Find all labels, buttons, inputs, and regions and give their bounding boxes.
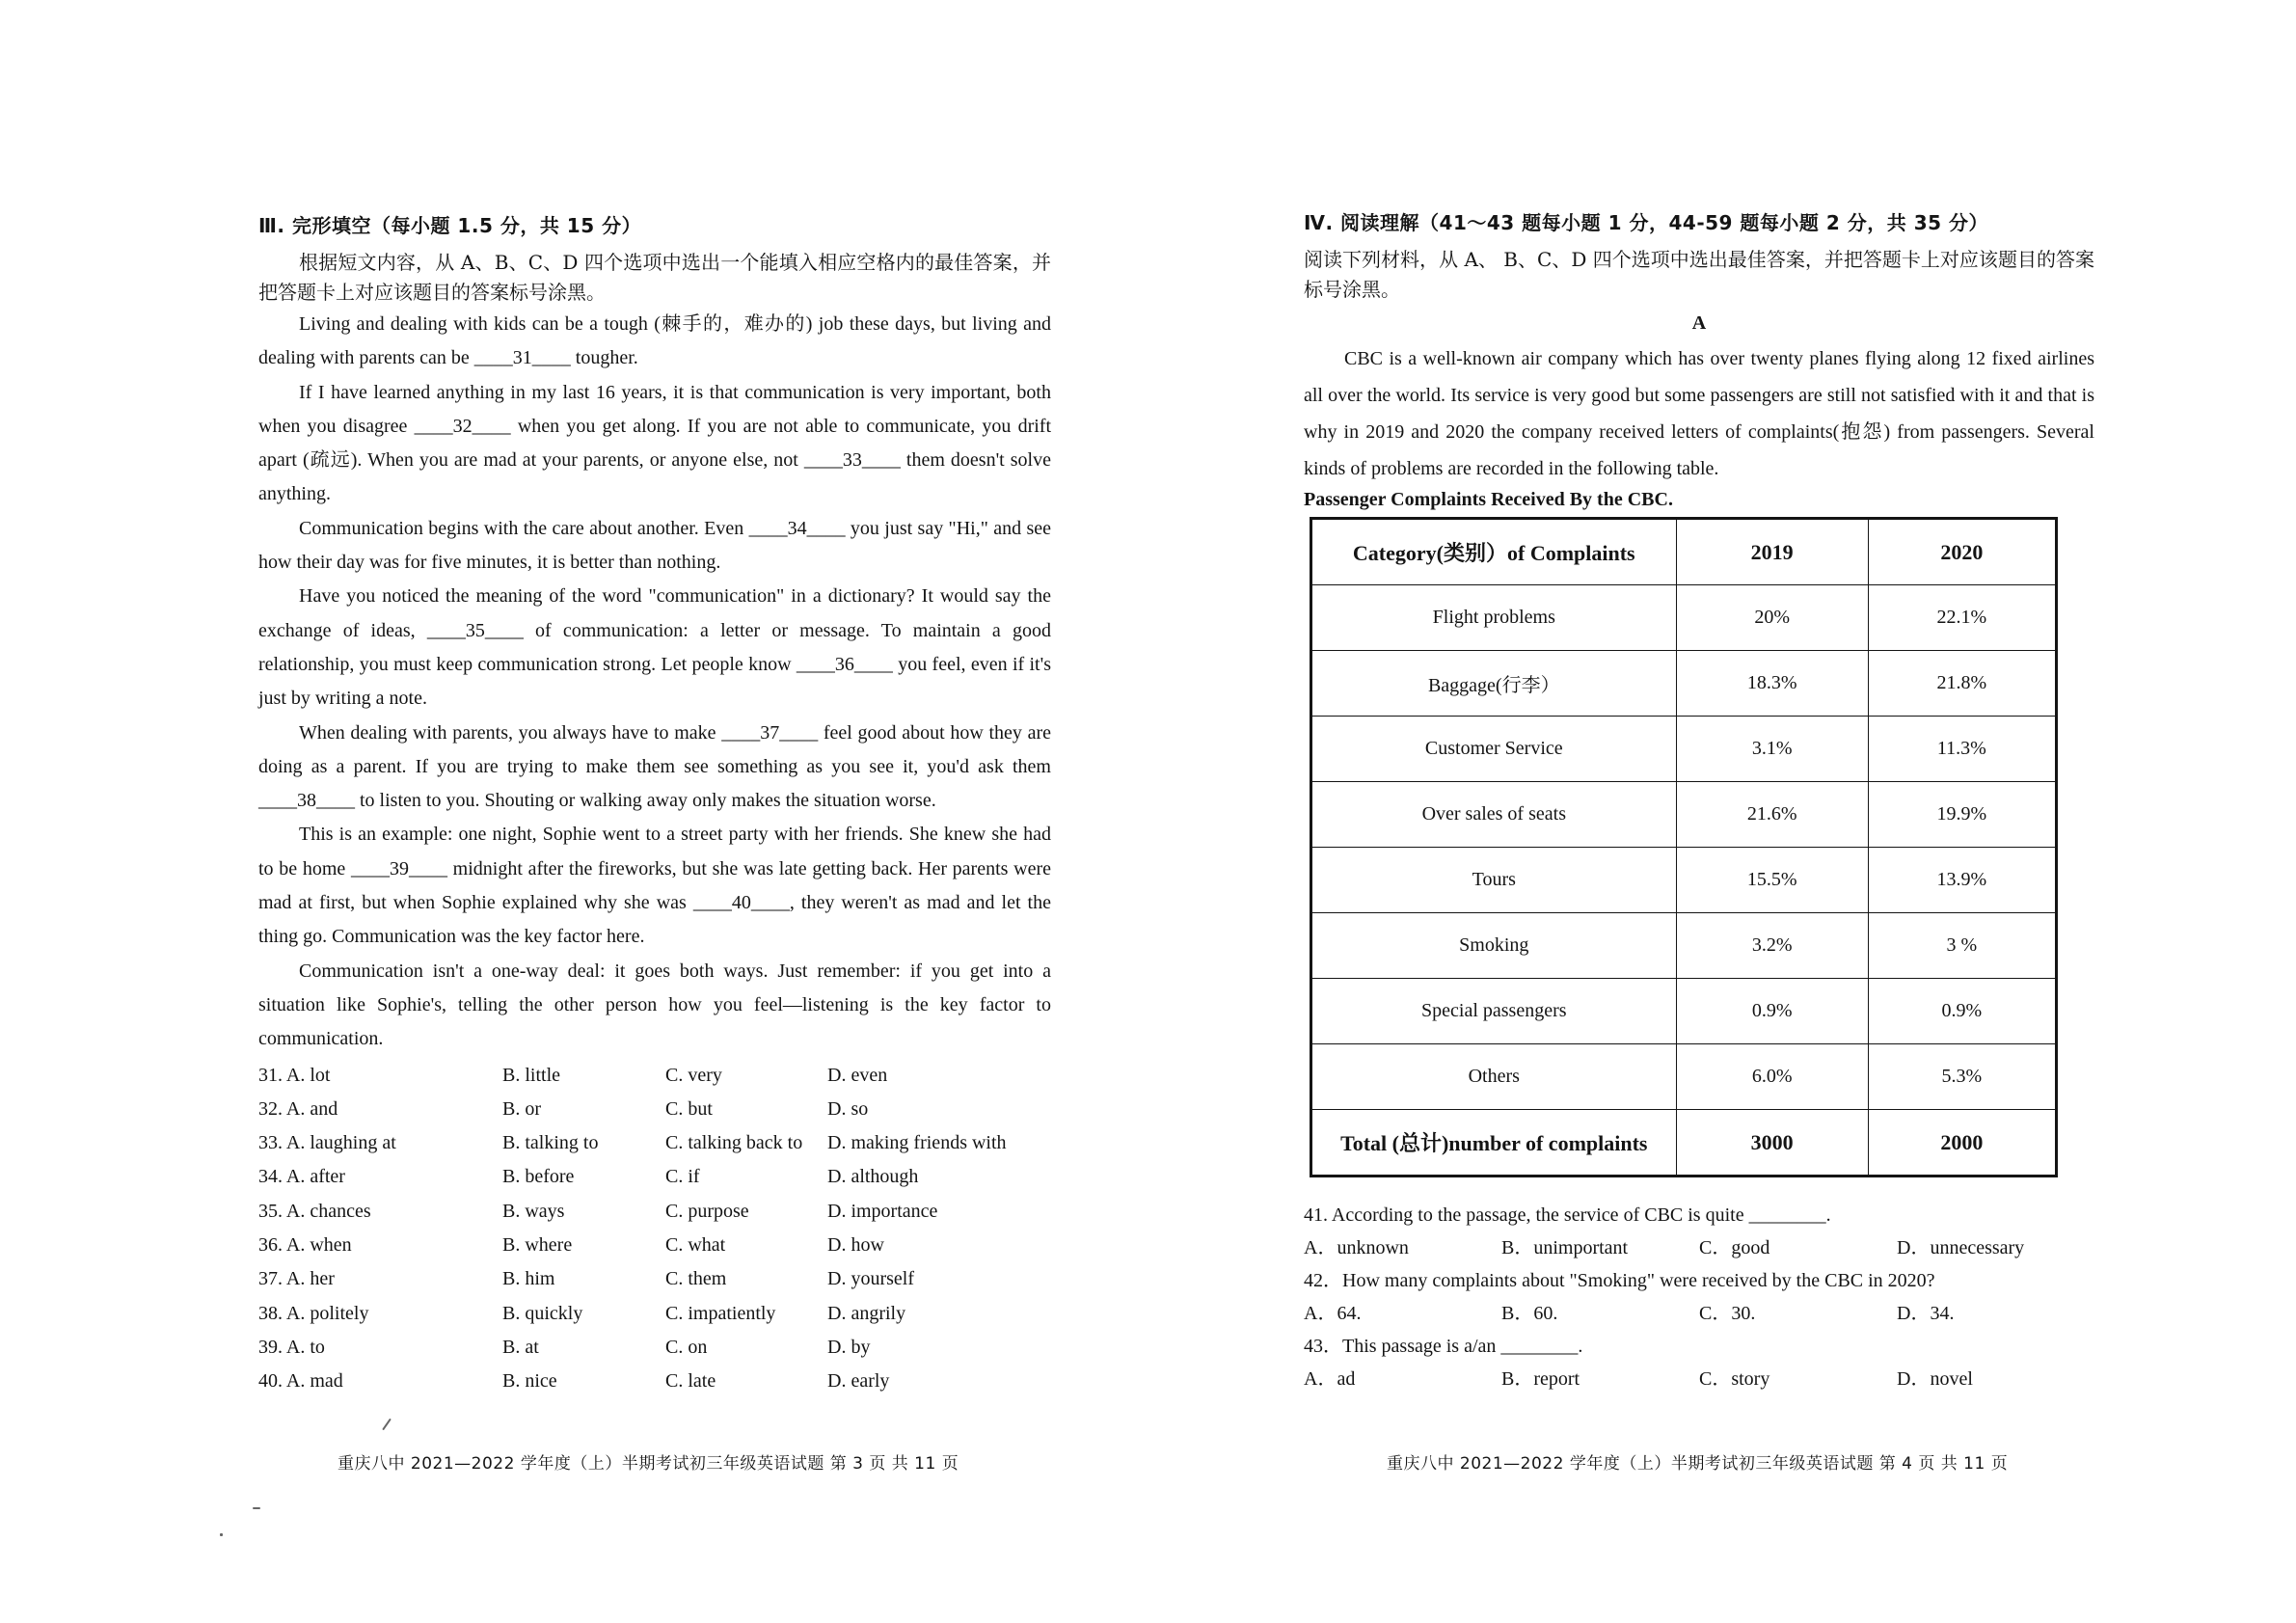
question-options (1304, 1231, 2094, 1264)
option-c: C．30. (1699, 1303, 1756, 1324)
page-footer: 重庆八中 2021—2022 学年度（上）半期考试初三年级英语试题 第 3 页 共 11 页 (338, 1454, 959, 1474)
option-row (258, 1126, 1051, 1160)
option-a: A．unknown (1304, 1237, 1409, 1258)
option-b: B. or (502, 1097, 541, 1120)
option-c: C．story (1699, 1368, 1770, 1390)
value-2019-cell: 15.5% (1676, 848, 1868, 913)
option-d: D. yourself (827, 1268, 914, 1290)
cloze-paragraph: This is an example: one night, Sophie went to a street party with her friends. She knew she had to be home ____39____ midnight after the fireworks, but she was late getting back. Her parents were mad at first, but when Sophie explained why she was ____40____, they weren't as mad and let the thing go. Communication was the key factor here. (258, 824, 1051, 948)
value-2019-cell: 3.1% (1676, 717, 1868, 782)
page-footer: 重庆八中 2021—2022 学年度（上）半期考试初三年级英语试题 第 4 页 共 11 页 (1387, 1454, 2009, 1474)
value-2020-cell: 0.9% (1868, 979, 2056, 1044)
header-2020: 2020 (1868, 519, 2056, 585)
category-cell: Over sales of seats (1311, 782, 1677, 848)
total-2020: 2000 (1868, 1110, 2056, 1177)
question-text: 42．How many complaints about "Smoking" were received by the CBC in 2020? (1304, 1270, 1935, 1291)
cloze-paragraph: If I have learned anything in my last 16 years, it is that communication is very important, both when you disagree ____32____ when you get along. If you are not able to communicate, you drift apart (疏远). When you are mad at your parents, or anyone else, not ____33____ them doesn't solve anything. (258, 381, 1051, 505)
scan-speck (253, 1507, 260, 1509)
table-row (1311, 979, 2057, 1044)
question-text: 41. According to the passage, the service of CBC is quite ________. (1304, 1204, 1831, 1226)
option-d: D. angrily (827, 1302, 906, 1324)
reading-section-title: Ⅳ. 阅读理解（41～43 题每小题 1 分，44-59 题每小题 2 分，共 35 分） (1304, 211, 1989, 234)
category-cell: Others (1311, 1044, 1677, 1110)
value-2020-cell: 21.8% (1868, 651, 2056, 717)
option-row (258, 1059, 1051, 1093)
option-row (258, 1229, 1051, 1262)
option-row (258, 1365, 1051, 1398)
category-cell: Baggage(行李） (1311, 651, 1677, 717)
cloze-section-title: Ⅲ. 完形填空（每小题 1.5 分，共 15 分） (258, 214, 642, 237)
reading-section (1304, 207, 2094, 1395)
option-b: B. little (502, 1064, 560, 1086)
option-a: 38. A. politely (258, 1302, 369, 1324)
cloze-section (258, 210, 1051, 1399)
option-d: D．34. (1897, 1303, 1955, 1324)
option-c: C. on (665, 1336, 708, 1358)
cloze-paragraph: Communication begins with the care about another. Even ____34____ you just say "Hi," and see how their day was for five minutes, it is better than nothing. (258, 517, 1051, 574)
option-d: D. by (827, 1336, 871, 1358)
option-c: C. talking back to (665, 1132, 803, 1154)
passage-paragraph: CBC is a well-known air company which has over twenty planes flying along 12 fixed airlines all over the world. Its service is very good but some passengers are still not satisfied with it and that is why in 2019 and 2020 the company received letters of complaints(抱怨) from passengers. Several kinds of problems are recorded in the following table. (1304, 348, 2094, 479)
option-d: D. although (827, 1166, 919, 1188)
table-row (1311, 782, 2057, 848)
table-header-row (1311, 519, 2057, 585)
option-b: B. at (502, 1336, 539, 1358)
total-2019: 3000 (1676, 1110, 1868, 1177)
option-row (258, 1331, 1051, 1365)
table-row (1311, 585, 2057, 651)
table-total-row (1311, 1110, 2057, 1177)
header-category: Category(类别）of Complaints (1311, 519, 1677, 585)
complaints-table (1310, 517, 2058, 1177)
option-b: B. talking to (502, 1132, 599, 1154)
option-a: 37. A. her (258, 1268, 335, 1290)
option-a: 34. A. after (258, 1166, 345, 1188)
option-a: 32. A. and (258, 1097, 338, 1120)
passage-label: A (1691, 312, 1707, 334)
value-2019-cell: 18.3% (1676, 651, 1868, 717)
option-d: D. how (827, 1234, 884, 1257)
option-d: D. even (827, 1064, 888, 1086)
option-row (258, 1195, 1051, 1229)
value-2019-cell: 21.6% (1676, 782, 1868, 848)
question-text: 43．This passage is a/an ________. (1304, 1336, 1583, 1357)
option-d: D. early (827, 1370, 890, 1393)
table-row (1311, 913, 2057, 979)
option-b: B. before (502, 1166, 575, 1188)
value-2020-cell: 13.9% (1868, 848, 2056, 913)
option-a: A．ad (1304, 1368, 1356, 1390)
option-c: C. but (665, 1097, 713, 1120)
category-cell: Tours (1311, 848, 1677, 913)
cloze-options (258, 1059, 1051, 1399)
option-c: C. impatiently (665, 1302, 776, 1324)
option-b: B. where (502, 1234, 573, 1257)
option-b: B. him (502, 1268, 555, 1290)
value-2019-cell: 3.2% (1676, 913, 1868, 979)
option-a: 31. A. lot (258, 1064, 331, 1086)
table-row (1311, 1044, 2057, 1110)
option-a: 36. A. when (258, 1234, 352, 1257)
scan-speck (220, 1533, 223, 1536)
reading-instructions: 阅读下列材料，从 A、 B、C、D 四个选项中选出最佳答案，并把答题卡上对应该题目的答案标号涂黑。 (1304, 248, 2094, 301)
option-c: C. purpose (665, 1200, 749, 1222)
table-caption: Passenger Complaints Received By the CBC. (1304, 489, 1673, 510)
table-row (1311, 848, 2057, 913)
value-2019-cell: 0.9% (1676, 979, 1868, 1044)
cloze-paragraph: When dealing with parents, you always have to make ____37____ feel good about how they are doing as a parent. If you are trying to make them see something as you see it, you'd ask them ____38____ to listen to you. Shouting or walking away only makes the situation worse. (258, 721, 1051, 812)
option-d: D. making friends with (827, 1132, 1007, 1154)
question-options (1304, 1363, 2094, 1395)
option-b: B．unimportant (1501, 1237, 1629, 1258)
category-cell: Customer Service (1311, 717, 1677, 782)
category-cell: Flight problems (1311, 585, 1677, 651)
option-row (258, 1262, 1051, 1296)
option-d: D．novel (1897, 1368, 1973, 1390)
table-row (1311, 717, 2057, 782)
category-cell: Smoking (1311, 913, 1677, 979)
option-c: C．good (1699, 1237, 1770, 1258)
option-a: 35. A. chances (258, 1200, 371, 1222)
value-2020-cell: 3 % (1868, 913, 2056, 979)
option-a: 39. A. to (258, 1336, 325, 1358)
value-2019-cell: 6.0% (1676, 1044, 1868, 1110)
option-d: D. so (827, 1097, 869, 1120)
option-c: C. them (665, 1268, 727, 1290)
option-a: 33. A. laughing at (258, 1132, 396, 1154)
value-2020-cell: 22.1% (1868, 585, 2056, 651)
category-cell: Special passengers (1311, 979, 1677, 1044)
option-b: B．60. (1501, 1303, 1558, 1324)
value-2020-cell: 11.3% (1868, 717, 2056, 782)
value-2020-cell: 5.3% (1868, 1044, 2056, 1110)
option-c: C. late (665, 1370, 716, 1393)
option-d: D. importance (827, 1200, 938, 1222)
option-c: C. what (665, 1234, 726, 1257)
question-options (1304, 1297, 2094, 1330)
option-b: B. quickly (502, 1302, 583, 1324)
cloze-paragraph: Communication isn't a one-way deal: it goes both ways. Just remember: if you get into a situation like Sophie's, telling the other person how you feel—listening is the key factor to communication. (258, 960, 1051, 1050)
cloze-paragraph: Living and dealing with kids can be a tough (棘手的，难办的) job these days, but living and dealing with parents can be ____31____ tougher. (258, 313, 1051, 369)
option-d: D．unnecessary (1897, 1237, 2025, 1258)
value-2020-cell: 19.9% (1868, 782, 2056, 848)
option-c: C. if (665, 1166, 700, 1188)
option-a: A．64. (1304, 1303, 1362, 1324)
total-label: Total (总计)number of complaints (1311, 1110, 1677, 1177)
option-b: B. nice (502, 1370, 557, 1393)
cloze-paragraph: Have you noticed the meaning of the word "communication" in a dictionary? It would say the exchange of ideas, ____35____ of communication: a letter or message. To maintain a good relationship, you must keep communication strong. Let people know ____36____ you feel, even if it's just by writing a note. (258, 585, 1051, 710)
table-row (1311, 651, 2057, 717)
option-c: C. very (665, 1064, 722, 1086)
scan-speck (382, 1419, 392, 1431)
value-2019-cell: 20% (1676, 585, 1868, 651)
header-2019: 2019 (1676, 519, 1868, 585)
right-page (1148, 0, 2296, 1623)
option-row (258, 1160, 1051, 1194)
option-b: B．report (1501, 1368, 1580, 1390)
cloze-instructions: 根据短文内容，从 A、B、C、D 四个选项中选出一个能填入相应空格内的最佳答案，并把答题卡上对应该题目的答案标号涂黑。 (258, 251, 1051, 304)
option-row (258, 1297, 1051, 1331)
option-row (258, 1093, 1051, 1126)
option-b: B. ways (502, 1200, 565, 1222)
option-a: 40. A. mad (258, 1370, 343, 1393)
